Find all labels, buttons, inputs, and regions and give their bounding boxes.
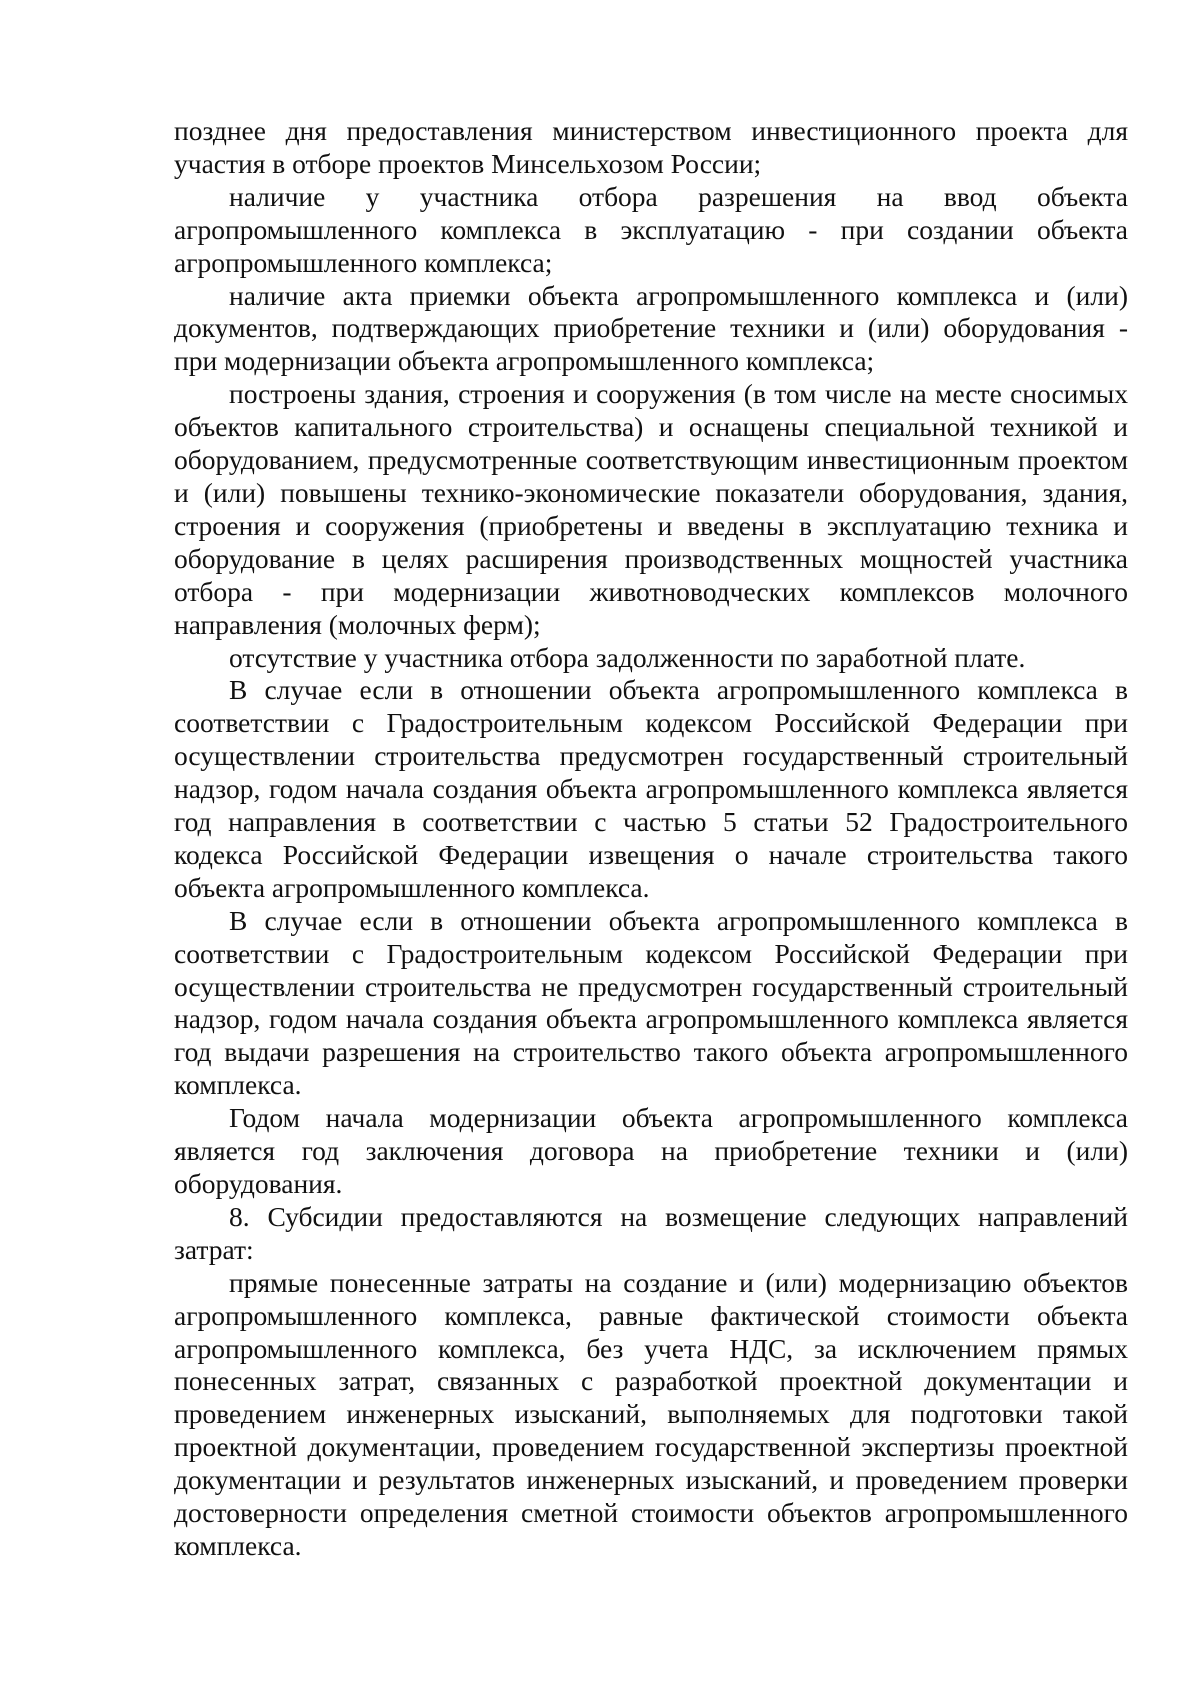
document-body [174, 115, 1128, 1563]
paragraph: В случае если в отношении объекта агропромышленного комплекса в соответствии с Градостроительным кодексом Российской Федерации при осуществлении строительства предусмотрен государственный строительный надзор, годом начала создания объекта агропромышленного комплекса является год направления в соответствии с частью 5 статьи 52 Градостроительного кодекса Российской Федерации извещения о начале строительства такого объекта агропромышленного комплекса. [174, 674, 1128, 903]
paragraph: 8. Субсидии предоставляются на возмещение следующих направлений затрат: [174, 1200, 1128, 1265]
paragraph: наличие у участника отбора разрешения на ввод объекта агропромышленного комплекса в эксплуатацию - при создании объекта агропромышленного комплекса; [174, 180, 1128, 278]
paragraph: В случае если в отношении объекта агропромышленного комплекса в соответствии с Градостроительным кодексом Российской Федерации при осуществлении строительства не предусмотрен государственный строительный надзор, годом начала создания объекта агропромышленного комплекса является год выдачи разрешения на строительство такого объекта агропромышленного комплекса. [174, 904, 1128, 1101]
paragraph: Годом начала модернизации объекта агропромышленного комплекса является год заключения договора на приобретение техники и (или) оборудования. [174, 1102, 1128, 1199]
paragraph: позднее дня предоставления министерством инвестиционного проекта для участия в отборе проектов Минсельхозом России; [174, 115, 1128, 179]
paragraph: отсутствие у участника отбора задолженности по заработной плате. [229, 641, 1026, 673]
paragraph: прямые понесенные затраты на создание и (или) модернизацию объектов агропромышленного комплекса, равные фактической стоимости объекта агропромышленного комплекса, без учета НДС, за исключением прямых понесенных затрат, связанных с разработкой проектной документации и проведением инженерных изысканий, выполняемых для подготовки такой проектной документации, проведением государственной экспертизы проектной документации и результатов инженерных изысканий, и проведением проверки достоверности определения сметной стоимости объектов агропромышленного комплекса. [174, 1266, 1128, 1561]
paragraph: построены здания, строения и сооружения (в том числе на месте сносимых объектов капитального строительства) и оснащены специальной техникой и оборудованием, предусмотренные соответствующим инвестиционным проектом и (или) повышены технико-экономические показатели оборудования, здания, строения и сооружения (приобретены и введены в эксплуатацию техника и оборудование в целях расширения производственных мощностей участника отбора - при модернизации животноводческих комплексов молочного направления (молочных ферм); [174, 378, 1128, 640]
paragraph: наличие акта приемки объекта агропромышленного комплекса и (или) документов, подтверждающих приобретение техники и (или) оборудования - при модернизации объекта агропромышленного комплекса; [174, 279, 1128, 377]
